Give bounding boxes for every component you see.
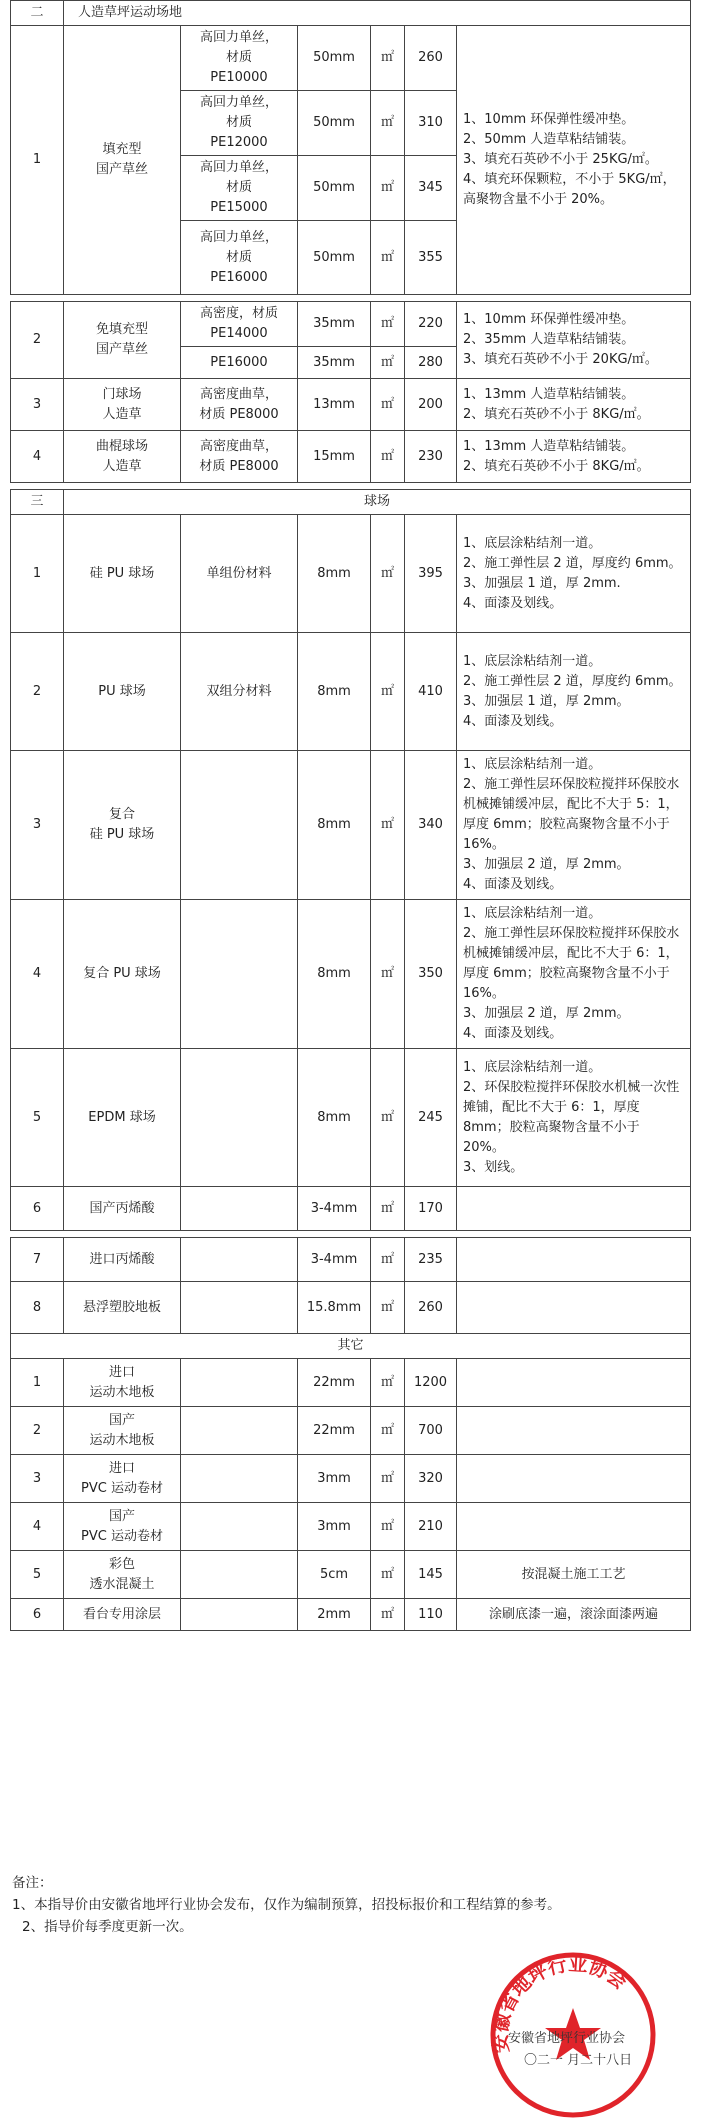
spec-cell: 22mm <box>298 1407 371 1455</box>
unit-cell: ㎡ <box>371 221 405 295</box>
spec-cell: 8mm <box>298 633 371 751</box>
section-title: 人造草坪运动场地 <box>64 1 691 26</box>
material-cell <box>181 900 298 1049</box>
unit-cell: ㎡ <box>371 1187 405 1231</box>
item-name: 国产 运动木地板 <box>64 1407 181 1455</box>
price-cell: 110 <box>405 1599 457 1631</box>
row-index: 1 <box>11 26 64 295</box>
row-index: 4 <box>11 1503 64 1551</box>
unit-cell: ㎡ <box>371 900 405 1049</box>
item-name: 曲棍球场 人造草 <box>64 431 181 483</box>
item-name: EPDM 球场 <box>64 1049 181 1187</box>
unit-cell: ㎡ <box>371 91 405 156</box>
table-row <box>11 1455 691 1503</box>
price-cell: 235 <box>405 1238 457 1282</box>
notes-cell: 按混凝土施工工艺 <box>457 1551 691 1599</box>
spec-cell: 8mm <box>298 751 371 900</box>
table-row <box>11 1238 691 1282</box>
spec-cell: 3mm <box>298 1455 371 1503</box>
price-cell: 220 <box>405 302 457 347</box>
section-number: 二 <box>11 1 64 26</box>
price-cell: 355 <box>405 221 457 295</box>
price-cell: 210 <box>405 1503 457 1551</box>
table-row <box>11 751 691 900</box>
price-cell: 230 <box>405 431 457 483</box>
price-cell: 280 <box>405 347 457 379</box>
item-name: 进口 运动木地板 <box>64 1359 181 1407</box>
notes-cell: 1、13mm 人造草粘结铺装。 2、填充石英砂不小于 8KG/㎡。 <box>457 431 691 483</box>
notes-cell: 涂刷底漆一遍，滚涂面漆两遍 <box>457 1599 691 1631</box>
spec-cell: 15mm <box>298 431 371 483</box>
table-row <box>11 1049 691 1187</box>
item-name: 国产 PVC 运动卷材 <box>64 1503 181 1551</box>
section-header-4 <box>11 1334 691 1359</box>
spec-cell: 3-4mm <box>298 1238 371 1282</box>
spec-cell: 2mm <box>298 1599 371 1631</box>
unit-cell: ㎡ <box>371 633 405 751</box>
material-cell <box>181 1503 298 1551</box>
item-name: 复合 硅 PU 球场 <box>64 751 181 900</box>
table-row <box>11 379 691 431</box>
table-row <box>11 900 691 1049</box>
spec-cell: 3mm <box>298 1503 371 1551</box>
table-row <box>11 633 691 751</box>
item-name: 进口丙烯酸 <box>64 1238 181 1282</box>
unit-cell: ㎡ <box>371 515 405 633</box>
material-cell: 高密度，材质 PE14000 <box>181 302 298 347</box>
material-cell <box>181 1599 298 1631</box>
row-index: 8 <box>11 1282 64 1334</box>
unit-cell: ㎡ <box>371 751 405 900</box>
material-cell <box>181 1455 298 1503</box>
table-row <box>11 302 691 347</box>
spec-cell: 5cm <box>298 1551 371 1599</box>
unit-cell: ㎡ <box>371 156 405 221</box>
unit-cell: ㎡ <box>371 1049 405 1187</box>
spec-cell: 50mm <box>298 91 371 156</box>
table-row <box>11 431 691 483</box>
notes-cell <box>457 1503 691 1551</box>
row-index: 3 <box>11 751 64 900</box>
unit-cell: ㎡ <box>371 1551 405 1599</box>
material-cell: 双组分材料 <box>181 633 298 751</box>
row-index: 6 <box>11 1187 64 1231</box>
unit-cell: ㎡ <box>371 379 405 431</box>
unit-cell: ㎡ <box>371 347 405 379</box>
material-cell <box>181 1049 298 1187</box>
notes-cell <box>457 1238 691 1282</box>
material-cell: 单组份材料 <box>181 515 298 633</box>
row-gap <box>11 1231 691 1238</box>
price-cell: 170 <box>405 1187 457 1231</box>
notes-cell <box>457 1359 691 1407</box>
row-index: 4 <box>11 900 64 1049</box>
spec-cell: 22mm <box>298 1359 371 1407</box>
price-cell: 260 <box>405 26 457 91</box>
section-title: 球场 <box>64 490 691 515</box>
spec-cell: 35mm <box>298 302 371 347</box>
material-cell <box>181 1187 298 1231</box>
price-cell: 340 <box>405 751 457 900</box>
item-name: 看台专用涂层 <box>64 1599 181 1631</box>
spec-cell: 8mm <box>298 900 371 1049</box>
table-row <box>11 1551 691 1599</box>
section-header-3 <box>11 490 691 515</box>
row-index: 6 <box>11 1599 64 1631</box>
spec-cell: 50mm <box>298 26 371 91</box>
material-cell: 高回力单丝， 材质 PE15000 <box>181 156 298 221</box>
material-cell <box>181 751 298 900</box>
spec-cell: 15.8mm <box>298 1282 371 1334</box>
price-cell: 1200 <box>405 1359 457 1407</box>
material-cell <box>181 1238 298 1282</box>
item-name: 免填充型 国产草丝 <box>64 302 181 379</box>
spec-cell: 8mm <box>298 515 371 633</box>
price-cell: 345 <box>405 156 457 221</box>
notes-cell: 1、底层涂粘结剂一道。 2、施工弹性层 2 道，厚度约 6mm。 3、加强层 1 道，厚 2mm。 4、面漆及划线。 <box>457 633 691 751</box>
seal-org-text: 安徽省地坪行业协会 <box>508 2031 626 2046</box>
material-cell <box>181 1282 298 1334</box>
footer-note-1: 1、本指导价由安徽省地坪行业协会发布，仅作为编制预算，招投标报价和工程结算的参考。 <box>12 1897 561 1913</box>
material-cell: 高回力单丝， 材质 PE16000 <box>181 221 298 295</box>
footer-note-2: 2、指导价每季度更新一次。 <box>22 1919 193 1935</box>
price-cell: 245 <box>405 1049 457 1187</box>
price-table <box>10 0 691 1631</box>
material-cell <box>181 1407 298 1455</box>
item-name: PU 球场 <box>64 633 181 751</box>
row-gap <box>11 483 691 490</box>
item-name: 门球场 人造草 <box>64 379 181 431</box>
item-name: 填充型 国产草丝 <box>64 26 181 295</box>
row-index: 3 <box>11 379 64 431</box>
section-title: 其它 <box>11 1334 691 1359</box>
item-name: 硅 PU 球场 <box>64 515 181 633</box>
unit-cell: ㎡ <box>371 1238 405 1282</box>
item-name: 进口 PVC 运动卷材 <box>64 1455 181 1503</box>
table-row <box>11 1187 691 1231</box>
table-row <box>11 1503 691 1551</box>
unit-cell: ㎡ <box>371 1455 405 1503</box>
unit-cell: ㎡ <box>371 1503 405 1551</box>
item-name: 彩色 透水混凝土 <box>64 1551 181 1599</box>
seal-date-text: 〇二一 月二十八日 <box>524 2053 633 2068</box>
price-cell: 410 <box>405 633 457 751</box>
material-cell: PE16000 <box>181 347 298 379</box>
notes-cell <box>457 1282 691 1334</box>
price-cell: 145 <box>405 1551 457 1599</box>
material-cell: 高回力单丝， 材质 PE12000 <box>181 91 298 156</box>
unit-cell: ㎡ <box>371 26 405 91</box>
row-index: 7 <box>11 1238 64 1282</box>
price-cell: 310 <box>405 91 457 156</box>
unit-cell: ㎡ <box>371 1359 405 1407</box>
footer-label: 备注： <box>12 1875 53 1891</box>
section-number: 三 <box>11 490 64 515</box>
row-index: 4 <box>11 431 64 483</box>
table-row <box>11 26 691 91</box>
notes-cell: 1、底层涂粘结剂一道。 2、环保胶粒搅拌环保胶水机械一次性摊铺，配比不大于 6：1，厚度 8mm；胶粒高聚物含量不小于 20%。 3、划线。 <box>457 1049 691 1187</box>
material-cell <box>181 1359 298 1407</box>
unit-cell: ㎡ <box>371 1282 405 1334</box>
row-gap <box>11 295 691 302</box>
notes-cell: 1、底层涂粘结剂一道。 2、施工弹性层环保胶粒搅拌环保胶水机械摊铺缓冲层，配比不大于 6：1，厚度 6mm；胶粒高聚物含量不小于 16%。 3、加强层 2 道，厚 2mm。 4、面漆及划线。 <box>457 900 691 1049</box>
spec-cell: 3-4mm <box>298 1187 371 1231</box>
unit-cell: ㎡ <box>371 1407 405 1455</box>
price-cell: 200 <box>405 379 457 431</box>
spec-cell: 13mm <box>298 379 371 431</box>
row-index: 3 <box>11 1455 64 1503</box>
notes-cell <box>457 1407 691 1455</box>
table-row <box>11 1599 691 1631</box>
unit-cell: ㎡ <box>371 1599 405 1631</box>
notes-cell: 1、13mm 人造草粘结铺装。 2、填充石英砂不小于 8KG/㎡。 <box>457 379 691 431</box>
table-row <box>11 515 691 633</box>
row-index: 2 <box>11 633 64 751</box>
notes-cell <box>457 1187 691 1231</box>
notes-cell: 1、底层涂粘结剂一道。 2、施工弹性层环保胶粒搅拌环保胶水机械摊铺缓冲层，配比不大于 5：1，厚度 6mm；胶粒高聚物含量不小于 16%。 3、加强层 2 道，厚 2mm。 4、面漆及划线。 <box>457 751 691 900</box>
row-index: 5 <box>11 1049 64 1187</box>
row-index: 1 <box>11 1359 64 1407</box>
row-index: 5 <box>11 1551 64 1599</box>
price-cell: 260 <box>405 1282 457 1334</box>
spec-cell: 8mm <box>298 1049 371 1187</box>
notes-cell: 1、10mm 环保弹性缓冲垫。 2、35mm 人造草粘结铺装。 3、填充石英砂不小于 20KG/㎡。 <box>457 302 691 379</box>
material-cell: 高密度曲草， 材质 PE8000 <box>181 431 298 483</box>
unit-cell: ㎡ <box>371 431 405 483</box>
spec-cell: 50mm <box>298 221 371 295</box>
spec-cell: 50mm <box>298 156 371 221</box>
table-row <box>11 1407 691 1455</box>
material-cell <box>181 1551 298 1599</box>
section-header-2 <box>11 1 691 26</box>
price-cell: 320 <box>405 1455 457 1503</box>
material-cell: 高回力单丝， 材质 PE10000 <box>181 26 298 91</box>
table-row <box>11 1359 691 1407</box>
material-cell: 高密度曲草， 材质 PE8000 <box>181 379 298 431</box>
item-name: 国产丙烯酸 <box>64 1187 181 1231</box>
item-name: 悬浮塑胶地板 <box>64 1282 181 1334</box>
price-cell: 350 <box>405 900 457 1049</box>
unit-cell: ㎡ <box>371 302 405 347</box>
item-name: 复合 PU 球场 <box>64 900 181 1049</box>
price-cell: 700 <box>405 1407 457 1455</box>
row-index: 2 <box>11 302 64 379</box>
row-index: 1 <box>11 515 64 633</box>
row-index: 2 <box>11 1407 64 1455</box>
table-row <box>11 1282 691 1334</box>
svg-text:安徽省地坪行业协会: 安徽省地坪行业协会 <box>489 1953 631 2054</box>
notes-cell <box>457 1455 691 1503</box>
notes-cell: 1、底层涂粘结剂一道。 2、施工弹性层 2 道，厚度约 6mm。 3、加强层 1 道，厚 2mm. 4、面漆及划线。 <box>457 515 691 633</box>
notes-cell: 1、10mm 环保弹性缓冲垫。 2、50mm 人造草粘结铺装。 3、填充石英砂不小于 25KG/㎡。 4、填充环保颗粒，不小于 5KG/㎡，高聚物含量不小于 20%。 <box>457 26 691 295</box>
spec-cell: 35mm <box>298 347 371 379</box>
price-cell: 395 <box>405 515 457 633</box>
